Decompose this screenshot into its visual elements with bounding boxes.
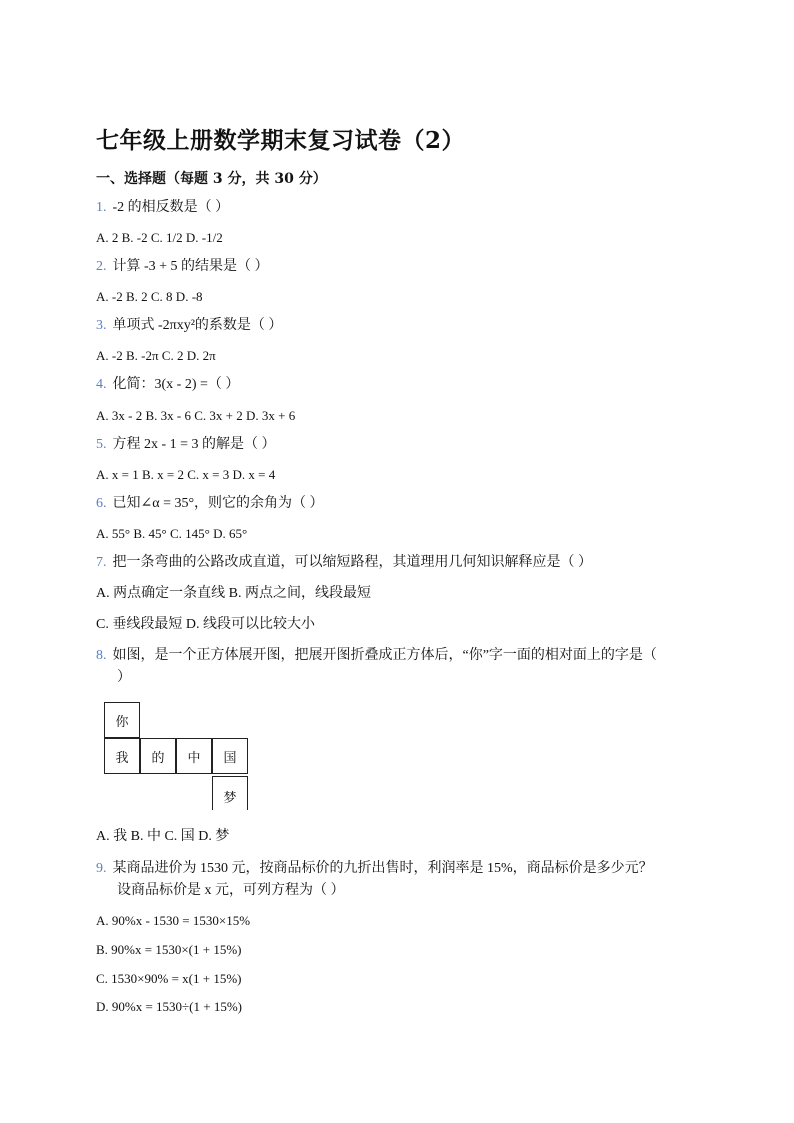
question-8-continuation: ） <box>117 670 131 685</box>
cube-face-bottom-clip <box>212 776 248 810</box>
question-2 <box>96 258 269 276</box>
question-1 <box>96 199 229 217</box>
question-7-options-ab: A. 两点确定一条直线 B. 两点之间，线段最短 <box>96 586 371 601</box>
question-9 <box>96 860 653 878</box>
question-4-options: A. 3x - 2 B. 3x - 6 C. 3x + 2 D. 3x + 6 <box>96 408 296 423</box>
question-9-option-b: B. 90%x = 1530×(1 + 15%) <box>96 942 242 957</box>
question-text: 已知∠α = 35°，则它的余角为（ ） <box>112 496 324 511</box>
cube-face: 我 <box>104 738 140 774</box>
section-heading: 一、选择题（每题 3 分，共 30 分） <box>96 171 327 187</box>
question-6-options: A. 55° B. 45° C. 145° D. 65° <box>96 526 248 541</box>
question-9-option-d: D. 90%x = 1530÷(1 + 15%) <box>96 999 243 1014</box>
question-9-option-c: C. 1530×90% = x(1 + 15%) <box>96 971 242 986</box>
question-text: 计算 -3 + 5 的结果是（ ） <box>112 259 269 274</box>
question-9-continuation: 设商品标价是 x 元，可列方程为（ ） <box>117 883 345 898</box>
question-3 <box>96 317 282 335</box>
question-5 <box>96 436 276 454</box>
question-1-options: A. 2 B. -2 C. 1/2 D. -1/2 <box>96 230 223 245</box>
cube-face-bottom: 梦 <box>212 776 248 810</box>
page-title: 七年级上册数学期末复习试卷（2） <box>96 127 466 154</box>
question-9-option-a: A. 90%x - 1530 = 1530×15% <box>96 913 251 928</box>
question-7-options-cd: C. 垂线段最短 D. 线段可以比较大小 <box>96 617 315 632</box>
cube-face: 国 <box>212 738 248 774</box>
question-6 <box>96 495 324 513</box>
question-text: 单项式 -2πxy²的系数是（ ） <box>112 318 283 333</box>
question-8-options: A. 我 B. 中 C. 国 D. 梦 <box>96 829 230 844</box>
question-4 <box>96 376 239 394</box>
question-5-options: A. x = 1 B. x = 2 C. x = 3 D. x = 4 <box>96 467 276 482</box>
question-7 <box>96 554 592 572</box>
question-text: 把一条弯曲的公路改成直道，可以缩短路程，其道理用几何知识解释应是（ ） <box>112 555 592 570</box>
question-number: 8. <box>96 648 107 663</box>
question-number: 3. <box>96 318 107 333</box>
question-number: 7. <box>96 555 107 570</box>
question-number: 2. <box>96 259 107 274</box>
question-number: 6. <box>96 496 107 511</box>
question-text: 方程 2x - 1 = 3 的解是（ ） <box>112 437 276 452</box>
question-text: -2 的相反数是（ ） <box>112 200 230 215</box>
question-3-options: A. -2 B. -2π C. 2 D. 2π <box>96 348 216 363</box>
question-number: 5. <box>96 437 107 452</box>
question-2-options: A. -2 B. 2 C. 8 D. -8 <box>96 289 203 304</box>
cube-face: 中 <box>176 738 212 774</box>
cube-face-top: 你 <box>104 702 140 738</box>
question-8 <box>96 647 657 665</box>
cube-face: 的 <box>140 738 176 774</box>
question-text: 如图，是一个正方体展开图，把展开图折叠成正方体后，“你”字一面的相对面上的字是（ <box>112 648 657 663</box>
question-number: 9. <box>96 861 107 876</box>
question-text: 某商品进价为 1530 元，按商品标价的九折出售时，利润率是 15%，商品标价是多少元？ <box>112 861 653 876</box>
question-number: 4. <box>96 377 107 392</box>
question-number: 1. <box>96 200 107 215</box>
question-text: 化简：3(x - 2) =（ ） <box>112 377 240 392</box>
